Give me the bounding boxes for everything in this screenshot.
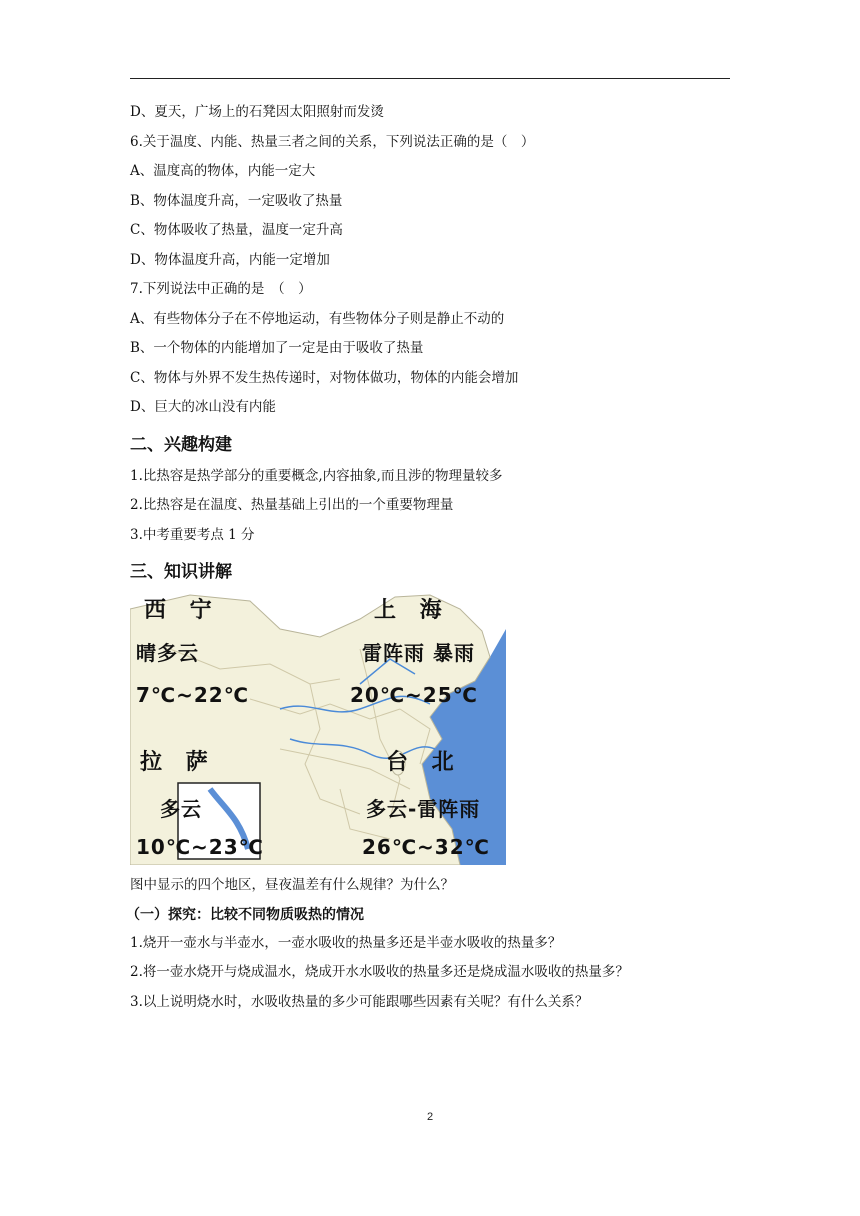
document-body [126, 98, 740, 1017]
china-weather-map [130, 589, 506, 865]
option-text: A、温度高的物体，内能一定大 [130, 163, 316, 179]
list-item: 1.烧开一壶水与半壶水，一壶水吸收的热量多还是半壶水吸收的热量多？ [130, 934, 562, 951]
city-lasa: 拉 萨 [140, 750, 216, 775]
header-rule [130, 78, 730, 79]
option-text: D、物体温度升高，内能一定增加 [130, 251, 330, 268]
section-heading: 二、兴趣构建 [130, 434, 232, 455]
weather-shanghai: 雷阵雨 暴雨 [362, 641, 475, 665]
option-text: A、有些物体分子在不停地运动，有些物体分子则是静止不动的 [130, 310, 505, 327]
option-text: B、一个物体的内能增加了一定是由于吸收了热量 [130, 340, 424, 356]
map-question: 图中显示的四个地区，昼夜温差有什么规律？为什么？ [130, 877, 454, 893]
list-item: 2.将一壶水烧开与烧成温水，烧成开水水吸收的热量多还是烧成温水吸收的热量多？ [130, 964, 629, 980]
option-text: B、物体温度升高，一定吸收了热量 [130, 192, 343, 209]
option-text: C、物体与外界不发生热传递时，对物体做功，物体的内能会增加 [130, 369, 519, 386]
option-text: C、物体吸收了热量，温度一定升高 [130, 222, 343, 238]
option-text: D、巨大的冰山没有内能 [130, 399, 276, 415]
city-taibei: 台 北 [386, 750, 462, 775]
map-drawing [130, 589, 506, 865]
weather-xining: 晴多云 [136, 641, 199, 665]
list-item: 1.比热容是热学部分的重要概念,内容抽象,而且涉的物理量较多 [130, 467, 503, 484]
list-item: 2.比热容是在温度、热量基础上引出的一个重要物理量 [130, 497, 454, 513]
question-text: 7.下列说法中正确的是 （ ） [130, 281, 312, 297]
question-text: 6.关于温度、内能、热量三者之间的关系，下列说法正确的是（ ） [130, 133, 535, 150]
option-text: D、夏天，广场上的石凳因太阳照射而发烫 [130, 104, 384, 120]
city-xining: 西 宁 [144, 598, 220, 623]
temp-xining: 7℃~22℃ [136, 683, 249, 707]
temp-lasa: 10℃~23℃ [136, 835, 264, 859]
weather-lasa: 多云 [160, 797, 202, 821]
page-number: 2 [426, 1111, 434, 1123]
subsection-heading: （一）探究：比较不同物质吸热的情况 [126, 906, 364, 923]
section-heading: 三、知识讲解 [130, 562, 232, 582]
weather-taibei: 多云-雷阵雨 [366, 797, 481, 821]
list-item: 3.中考重要考点 1 分 [130, 526, 255, 543]
temp-taibei: 26℃~32℃ [362, 835, 490, 859]
city-shanghai: 上 海 [374, 598, 450, 623]
temp-shanghai: 20℃~25℃ [350, 683, 478, 707]
list-item: 3.以上说明烧水时，水吸收热量的多少可能跟哪些因素有关呢？有什么关系？ [130, 993, 589, 1010]
